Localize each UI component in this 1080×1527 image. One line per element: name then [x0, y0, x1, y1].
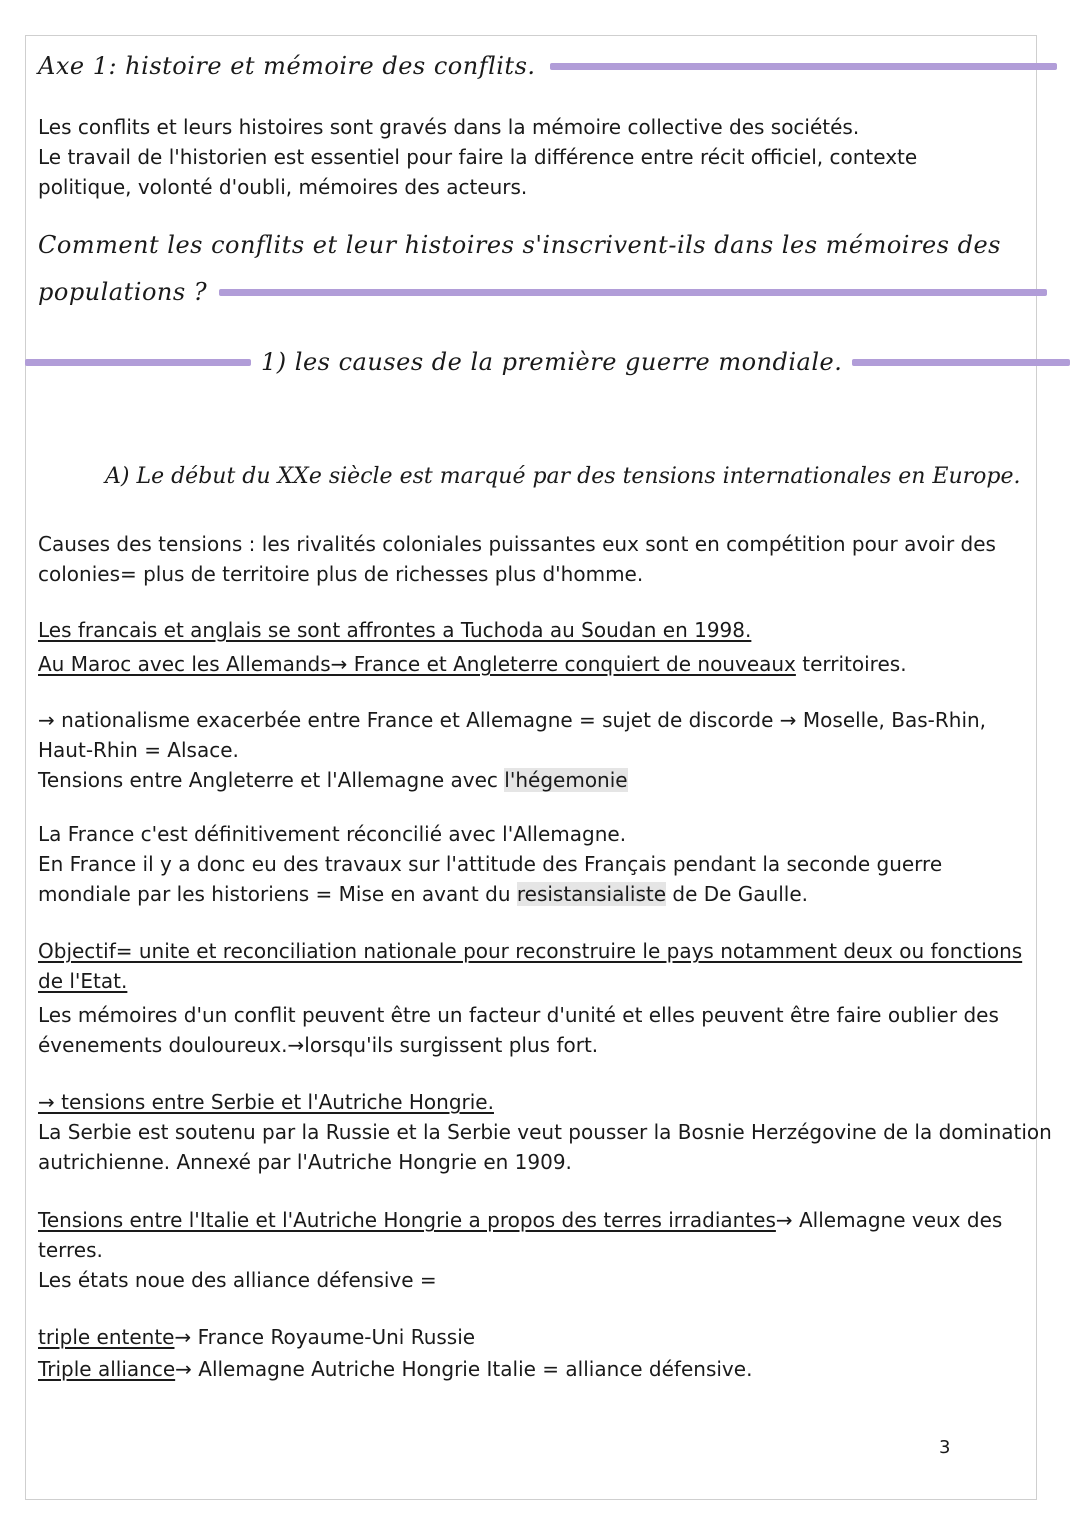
objectif-line: de l'Etat. [38, 969, 128, 993]
serbie-line: autrichienne. Annexé par l'Autriche Hongrie en 1909. [38, 1150, 572, 1174]
reconciliation-line [38, 879, 942, 909]
triple-alliance-label: Triple alliance [38, 1357, 176, 1381]
axe-heading-bar [550, 63, 1057, 70]
axe-heading-row [38, 52, 1057, 80]
nationalism-line [38, 765, 986, 795]
objectif-line: évenements douloureux.→lorsqu'ils surgissent plus fort. [38, 1033, 599, 1057]
serbie-line: La Serbie est soutenu par la Russie et la Serbie veut pousser la Bosnie Herzégovine de la domination [38, 1120, 1052, 1144]
italie-line [38, 1205, 1002, 1235]
objectif-line: Objectif= unite et reconciliation nationale pour reconstruire le pays notamment deux ou fonctions [38, 939, 1023, 963]
italie-line: Les états noue des alliance défensive = [38, 1268, 437, 1292]
triple-entente-line [38, 1322, 752, 1352]
causes-line: colonies= plus de territoire plus de richesses plus d'homme. [38, 562, 644, 586]
intro-line: Les conflits et leurs histoires sont gravés dans la mémoire collective des sociétés. [38, 115, 860, 139]
intro-line: Le travail de l'historien est essentiel pour faire la différence entre récit officiel, contexte [38, 145, 918, 169]
italie-underlined: Tensions entre l'Italie et l'Autriche Hongrie a propos des terres irradiantes [38, 1208, 776, 1232]
section-heading: 1) les causes de la première guerre mondiale. [261, 348, 843, 376]
nationalism-text: Tensions entre Angleterre et l'Allemagne avec [38, 768, 505, 792]
objectif-line: Les mémoires d'un conflit peuvent être un facteur d'unité et elles peuvent être faire oublier des [38, 1003, 999, 1027]
causes-line: Causes des tensions : les rivalités coloniales puissantes eux sont en compétition pour avoir des [38, 532, 996, 556]
fachoda-paragraph [38, 615, 907, 679]
triple-entente-members: → France Royaume-Uni Russie [174, 1325, 476, 1349]
question-bar [219, 289, 1047, 296]
italie-paragraph [38, 1205, 1002, 1295]
triple-alliance-line [38, 1354, 752, 1384]
alliances-paragraph [38, 1322, 752, 1384]
italie-line: terres. [38, 1238, 103, 1262]
section-heading-row [25, 348, 1070, 376]
question-row-1 [38, 231, 1001, 259]
objectif-paragraph [38, 936, 1022, 1060]
serbie-paragraph [38, 1087, 1052, 1177]
intro-paragraph [38, 112, 917, 202]
question-row-2 [38, 278, 1047, 306]
fachoda-line: Les francais et anglais se sont affrontes a Tuchoda au Soudan en 1998. [38, 618, 752, 642]
serbie-line: → tensions entre Serbie et l'Autriche Hongrie. [38, 1090, 494, 1114]
nationalism-line: Haut-Rhin = Alsace. [38, 738, 239, 762]
maroc-rest: territoires. [795, 652, 907, 676]
reconciliation-line: En France il y a donc eu des travaux sur l'attitude des Français pendant la seconde guerre [38, 852, 943, 876]
nationalism-line: → nationalisme exacerbée entre France et Allemagne = sujet de discorde → Moselle, Bas-Rhin, [38, 708, 987, 732]
reconciliation-paragraph [38, 819, 942, 909]
causes-paragraph [38, 529, 996, 589]
maroc-line [38, 649, 907, 679]
reconciliation-text: de De Gaulle. [666, 882, 809, 906]
question-line: populations ? [38, 278, 208, 306]
italie-rest: → Allemagne veux des [775, 1208, 1003, 1232]
triple-entente-label: triple entente [38, 1325, 175, 1349]
nationalism-paragraph [38, 705, 986, 795]
triple-alliance-members: → Allemagne Autriche Hongrie Italie = alliance défensive. [175, 1357, 753, 1381]
reconciliation-line: La France c'est définitivement réconcilié avec l'Allemagne. [38, 822, 627, 846]
reconciliation-text: mondiale par les historiens = Mise en avant du [38, 882, 517, 906]
intro-line: politique, volonté d'oubli, mémoires des acteurs. [38, 175, 528, 199]
question-line: Comment les conflits et leur histoires s'inscrivent-ils dans les mémoires des [38, 231, 1001, 259]
page-number: 3 [939, 1437, 951, 1458]
highlighted-term: resistansialiste [516, 882, 667, 906]
axe-heading: Axe 1: histoire et mémoire des conflits. [38, 52, 536, 80]
highlighted-term: l'hégemonie [504, 768, 628, 792]
section-bar-right [852, 359, 1070, 366]
maroc-underlined: Au Maroc avec les Allemands→ France et Angleterre conquiert de nouveaux [38, 652, 796, 676]
subsection-title: A) Le début du XXe siècle est marqué par des tensions internationales en Europe. [105, 464, 1021, 489]
section-bar-left [25, 359, 251, 366]
